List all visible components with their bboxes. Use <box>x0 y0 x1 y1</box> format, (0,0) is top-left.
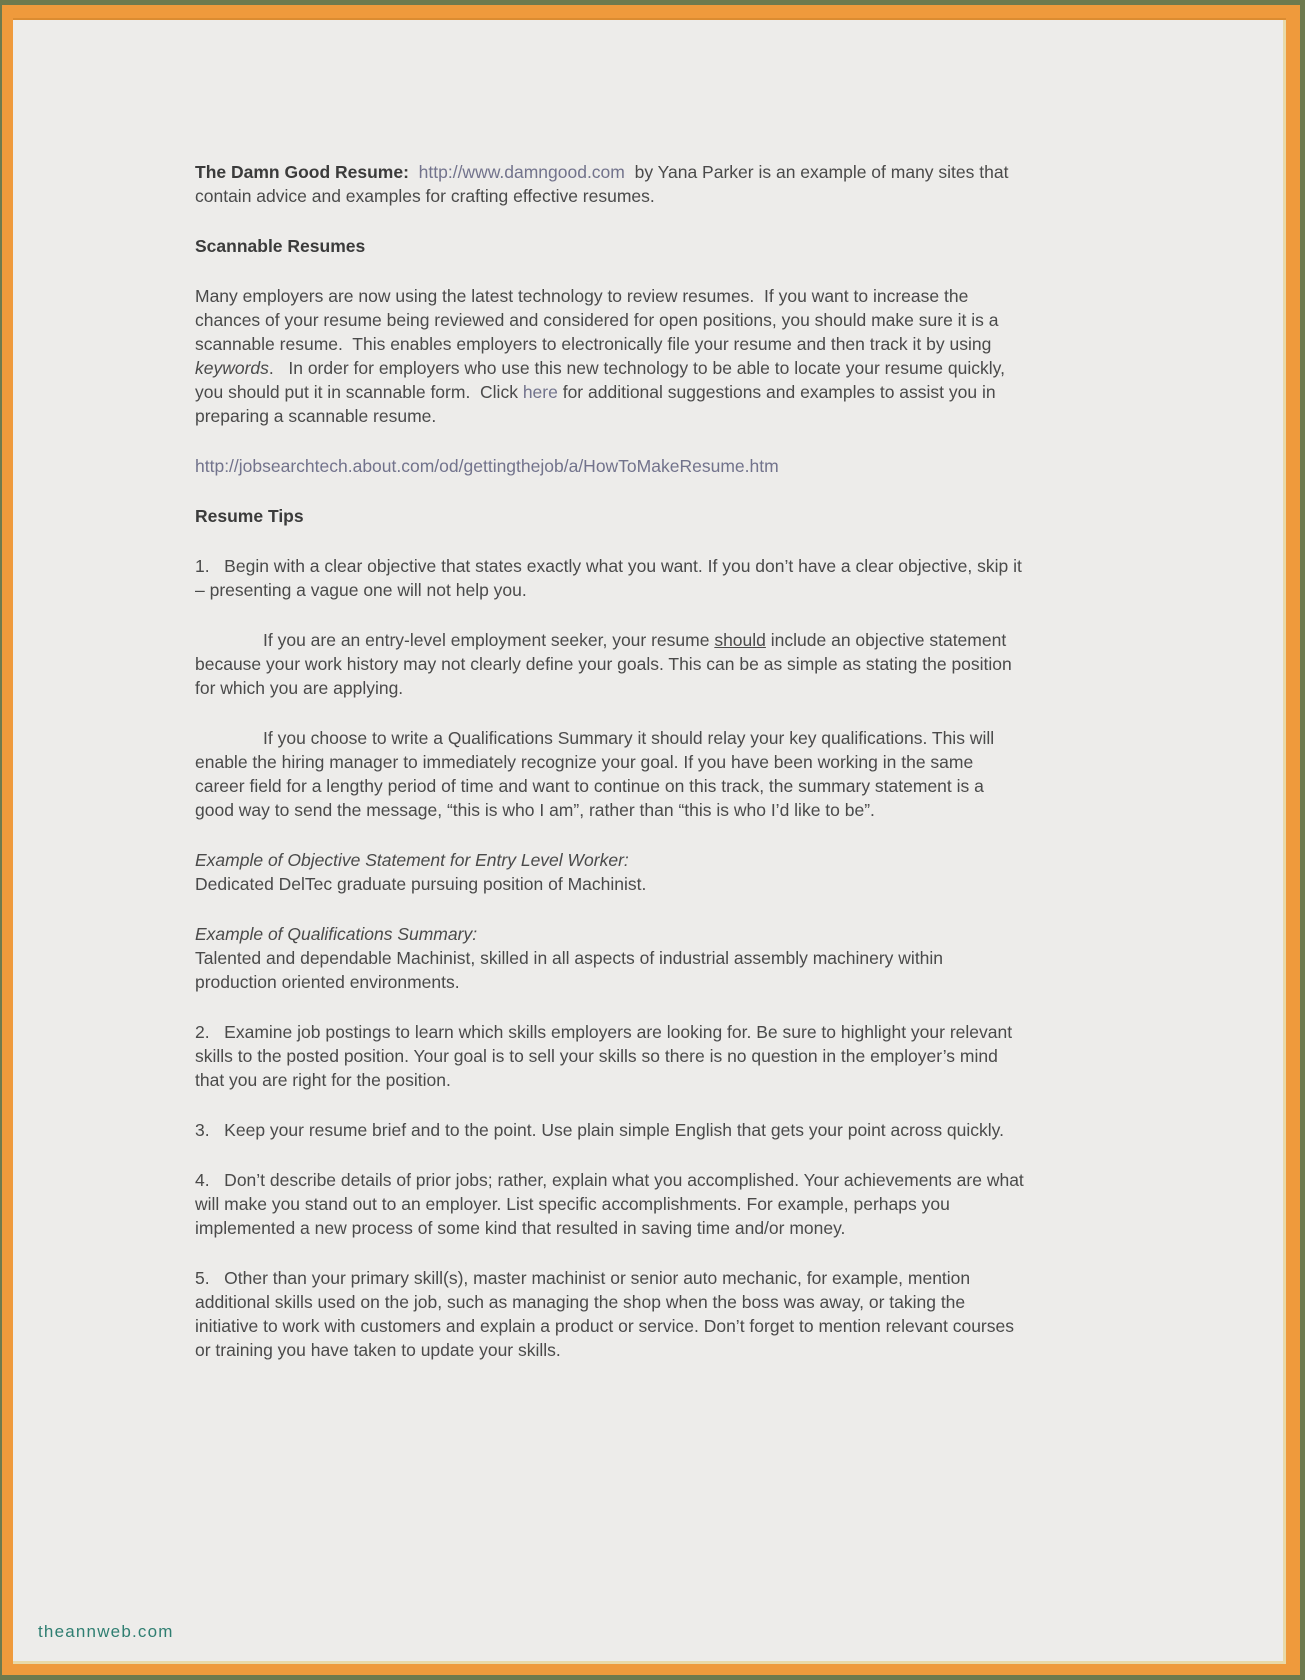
paragraph <box>195 628 1027 700</box>
section-heading <box>195 234 1027 258</box>
paragraph <box>195 1266 1027 1362</box>
text-segment <box>409 162 419 182</box>
section-heading <box>195 504 1027 528</box>
inline-link[interactable]: http://www.damngood.com <box>418 162 625 182</box>
text-segment: 1. Begin with a clear objective that states exactly what you want. If you don’t have a clear objective, skip it – presenting a vague one will not help you. <box>195 556 1027 600</box>
underline-segment: should <box>714 630 766 650</box>
paragraph <box>195 1118 1027 1142</box>
paragraph <box>195 454 1027 478</box>
text-segment: Talented and dependable Machinist, skilled in all aspects of industrial assembly machinery within production oriented environments. <box>195 948 948 992</box>
inline-link[interactable]: http://jobsearchtech.about.com/od/gettingthejob/a/HowToMakeResume.htm <box>195 456 779 476</box>
italic-segment: Example of Objective Statement for Entry Level Worker: <box>195 850 629 870</box>
bold-segment: The Damn Good Resume: <box>195 162 409 182</box>
text-segment: If you are an entry-level employment seeker, your resume <box>263 630 715 650</box>
paragraph <box>195 554 1027 602</box>
italic-segment: keywords <box>195 358 269 378</box>
text-segment: by Yana Parker is an example of many sites that contain advice and examples for crafting effective resumes. <box>195 162 1014 206</box>
text-segment: Scannable Resumes <box>195 236 366 256</box>
text-segment: 3. Keep your resume brief and to the point. Use plain simple English that gets your point across quickly. <box>195 1120 1004 1140</box>
page-border-frame <box>2 5 1300 1675</box>
footer-watermark <box>38 1622 174 1642</box>
inline-link[interactable]: here <box>522 382 558 402</box>
document-content <box>195 160 1027 1388</box>
text-segment: for additional suggestions and examples to assist you in preparing a scannable resume. <box>195 382 1001 426</box>
text-segment: 5. Other than your primary skill(s), master machinist or senior auto mechanic, for example, mention additional skills used on the job, such as managing the shop when the boss was away, or taking the initiative to work with customers and explain a product or service. Don’t forget to mention relevant courses or training you have taken to update your skills. <box>195 1268 1019 1360</box>
document-page <box>13 18 1286 1664</box>
text-segment: 2. Examine job postings to learn which skills employers are looking for. Be sure to highlight your relevant skills to the posted position. Your goal is to sell your skills so there is no question in the employer’s mind that you are right for the position. <box>195 1022 1017 1090</box>
text-segment: Resume Tips <box>195 506 304 526</box>
paragraph <box>195 160 1027 208</box>
text-segment: If you choose to write a Qualifications Summary it should relay your key qualifications. This will enable the hiring manager to immediately recognize your goal. If you have been working in the same career field for a lengthy period of time and want to continue on this track, the summary statement is a good way to send the message, “this is who I am”, rather than “this is who I’d like to be”. <box>195 728 999 820</box>
paragraph <box>195 284 1027 428</box>
italic-segment: Example of Qualifications Summary: <box>195 924 478 944</box>
paragraph <box>195 922 1027 994</box>
paragraph <box>195 1168 1027 1240</box>
footer-site-text: theannweb.com <box>38 1622 174 1641</box>
text-segment: Dedicated DelTec graduate pursuing position of Machinist. <box>195 874 647 894</box>
paragraph <box>195 726 1027 822</box>
text-segment: . In order for employers who use this new technology to be able to locate your resume quickly, you should put it in scannable form. Click <box>195 358 1010 402</box>
text-segment: Many employers are now using the latest technology to review resumes. If you want to increase the chances of your resume being reviewed and considered for open positions, you should make sure it is a scannable resume. This enables employers to electronically file your resume and then track it by using <box>195 286 1004 354</box>
text-segment: include an objective statement because your work history may not clearly define your goals. This can be as simple as stating the position for which you are applying. <box>195 630 1017 698</box>
text-segment: 4. Don’t describe details of prior jobs; rather, explain what you accomplished. Your achievements are what will make you stand out to an employer. List specific accomplishments. For example, perhaps you implemented a new process of some kind that resulted in saving time and/or money. <box>195 1170 1029 1238</box>
paragraph <box>195 1020 1027 1092</box>
paragraph <box>195 848 1027 896</box>
